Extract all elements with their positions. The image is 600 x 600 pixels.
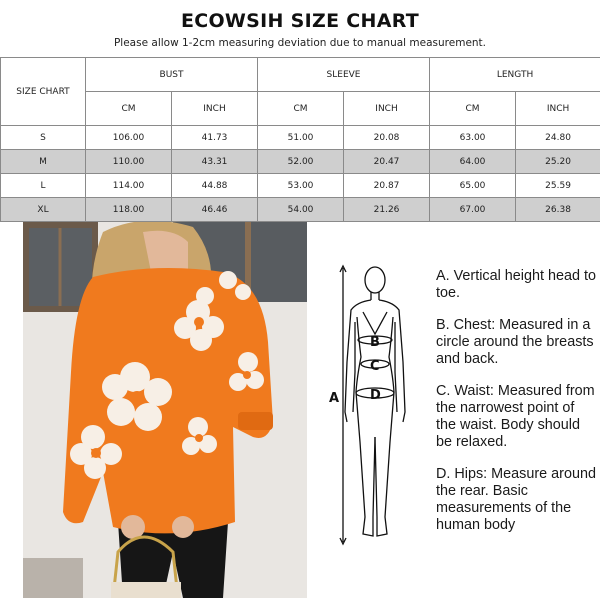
table-unit-row: [1, 92, 600, 126]
value-cell: 64.00: [430, 150, 516, 174]
unit-header: CM: [430, 92, 516, 126]
size-table: [0, 57, 600, 222]
value-cell: 65.00: [430, 174, 516, 198]
size-cell: XL: [1, 198, 86, 222]
size-cell: L: [1, 174, 86, 198]
unit-header: INCH: [172, 92, 258, 126]
value-cell: 20.08: [344, 126, 430, 150]
value-cell: 63.00: [430, 126, 516, 150]
bust-header: BUST: [86, 58, 258, 92]
value-cell: 21.26: [344, 198, 430, 222]
value-cell: 114.00: [86, 174, 172, 198]
unit-header: INCH: [516, 92, 600, 126]
size-chart-corner: SIZE CHART: [1, 58, 86, 126]
figure-label-c: C: [370, 359, 380, 374]
table-header-row: [1, 58, 600, 92]
value-cell: 25.20: [516, 150, 600, 174]
note-height: A. Vertical height head to toe.: [436, 268, 597, 301]
value-cell: 46.46: [172, 198, 258, 222]
value-cell: 41.73: [172, 126, 258, 150]
value-cell: 67.00: [430, 198, 516, 222]
value-cell: 110.00: [86, 150, 172, 174]
value-cell: 20.47: [344, 150, 430, 174]
note-hips: D. Hips: Measure around the rear. Basic measurements of the human body: [436, 466, 596, 533]
value-cell: 118.00: [86, 198, 172, 222]
unit-header: CM: [86, 92, 172, 126]
value-cell: 43.31: [172, 150, 258, 174]
product-photo: [23, 222, 307, 598]
note-chest: B. Chest: Measured in a circle around the breasts and back.: [436, 317, 594, 367]
value-cell: 24.80: [516, 126, 600, 150]
note-waist: C. Waist: Measured from the narrowest point of the waist. Body should be relaxed.: [436, 383, 595, 450]
value-cell: 25.59: [516, 174, 600, 198]
unit-header: CM: [258, 92, 344, 126]
table-row: [1, 174, 600, 198]
value-cell: 51.00: [258, 126, 344, 150]
chart-subtitle: Please allow 1-2cm measuring deviation due to manual measurement.: [113, 37, 487, 49]
table-row: [1, 198, 600, 222]
chart-title: ECOWSIH SIZE CHART: [180, 10, 420, 32]
value-cell: 53.00: [258, 174, 344, 198]
sleeve-header: SLEEVE: [258, 58, 430, 92]
value-cell: 54.00: [258, 198, 344, 222]
size-cell: S: [1, 126, 86, 150]
value-cell: 52.00: [258, 150, 344, 174]
figure-label-d: D: [370, 388, 381, 403]
figure-label-b: B: [370, 335, 380, 350]
table-row: [1, 150, 600, 174]
measurement-notes: [436, 268, 598, 549]
body-measurement-figure: [325, 262, 425, 554]
value-cell: 44.88: [172, 174, 258, 198]
value-cell: 106.00: [86, 126, 172, 150]
figure-label-a: A: [329, 391, 340, 406]
size-cell: M: [1, 150, 86, 174]
length-header: LENGTH: [430, 58, 600, 92]
table-row: [1, 126, 600, 150]
value-cell: 26.38: [516, 198, 600, 222]
unit-header: INCH: [344, 92, 430, 126]
value-cell: 20.87: [344, 174, 430, 198]
